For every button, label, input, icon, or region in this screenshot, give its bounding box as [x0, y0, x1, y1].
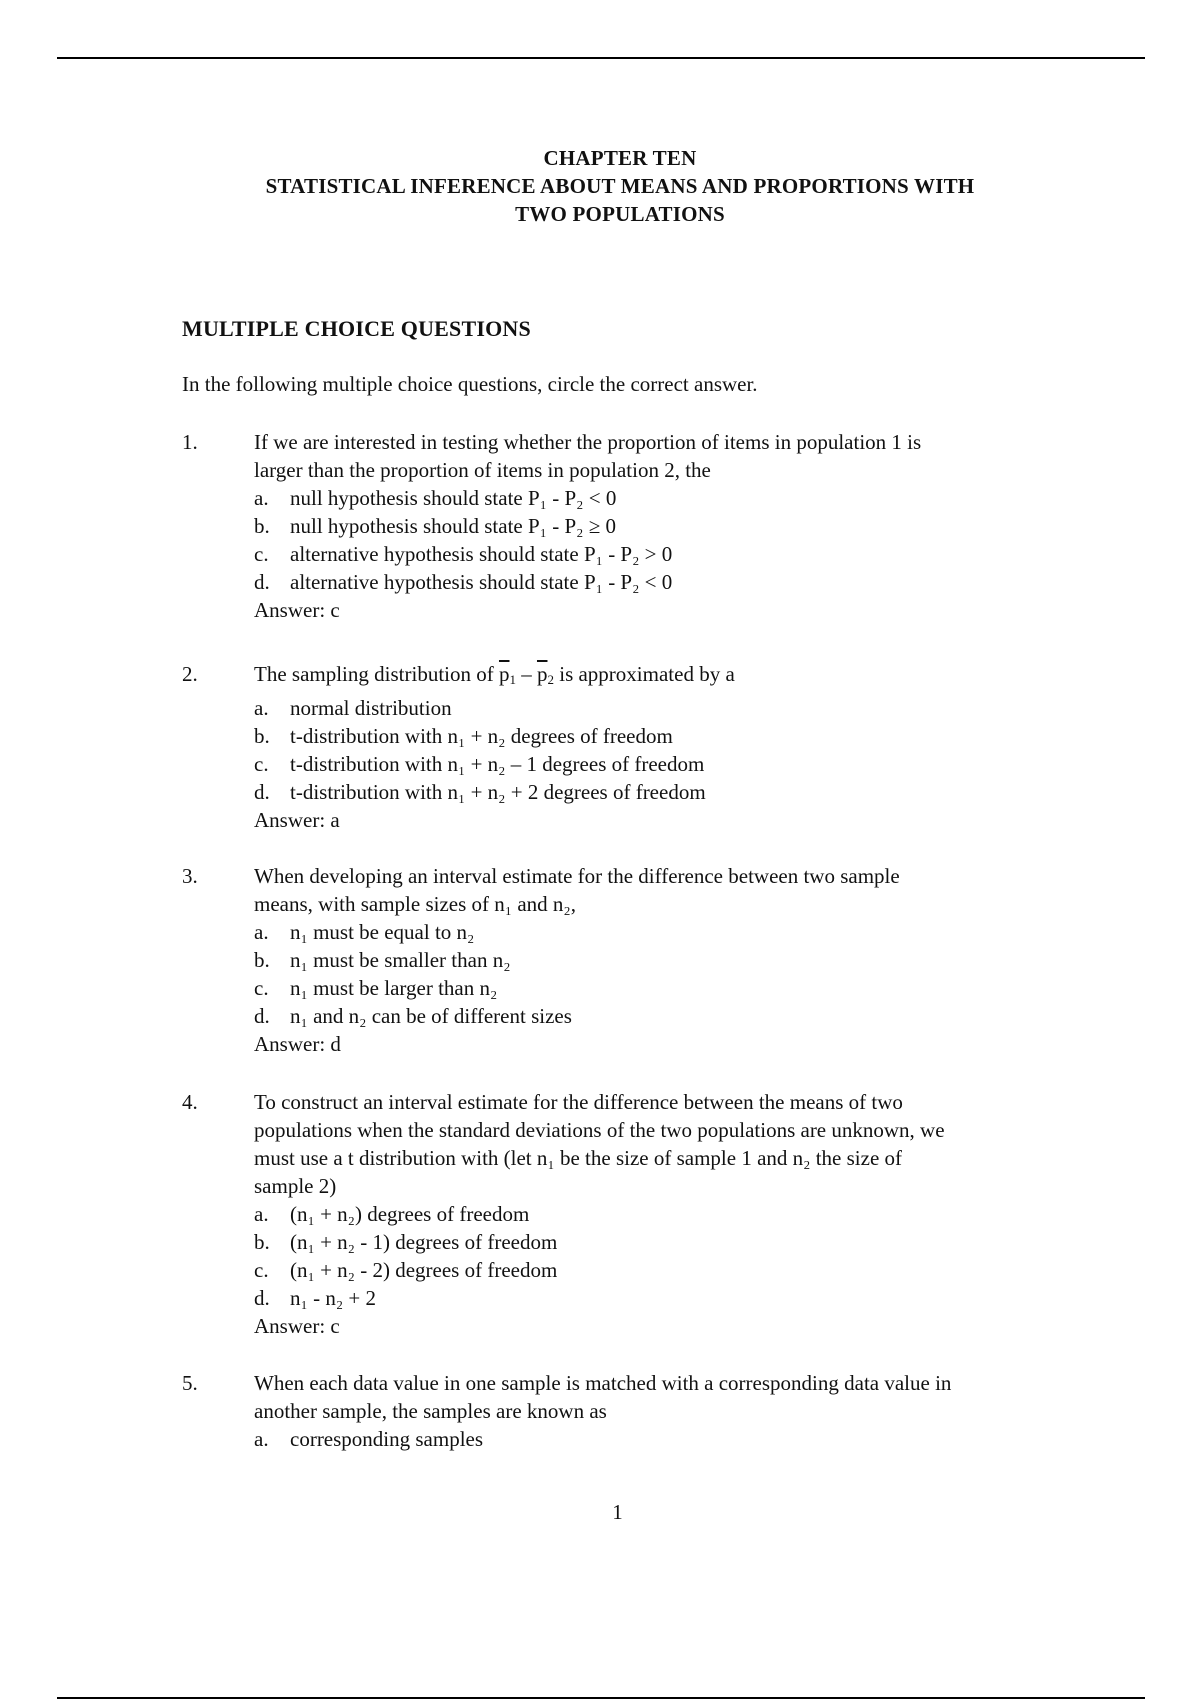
question-number: 4. — [182, 1090, 198, 1114]
option-a: a. corresponding samples — [254, 1427, 484, 1451]
answer: Answer: d — [254, 1032, 341, 1056]
option-c: c. alternative hypothesis should state P₁ - P₂ > 0 — [254, 542, 673, 566]
question-text: means, with sample sizes of n₁ and n₂, — [254, 892, 576, 916]
question-1 — [182, 428, 1062, 624]
answer: Answer: a — [254, 808, 340, 832]
option-c: c. (n₁ + n₂ - 2) degrees of freedom — [254, 1258, 558, 1282]
chapter-title-line2: TWO POPULATIONS — [515, 202, 725, 226]
page-number: 1 — [612, 1500, 623, 1524]
option-c: c. t-distribution with n₁ + n₂ – 1 degrees of freedom — [254, 752, 705, 776]
option-b: b. (n₁ + n₂ - 1) degrees of freedom — [254, 1230, 558, 1254]
question-number: 2. — [182, 662, 198, 686]
option-d: d. t-distribution with n₁ + n₂ + 2 degrees of freedom — [254, 780, 706, 804]
section-title: MULTIPLE CHOICE QUESTIONS — [182, 316, 531, 341]
option-d: d. alternative hypothesis should state P₁ - P₂ < 0 — [254, 570, 673, 594]
option-b: b. null hypothesis should state P₁ - P₂ ≥ 0 — [254, 514, 617, 538]
answer: Answer: c — [254, 1314, 340, 1338]
question-number: 5. — [182, 1371, 198, 1395]
option-a: a. normal distribution — [254, 696, 452, 720]
option-d: d. n₁ and n₂ can be of different sizes — [254, 1004, 572, 1028]
option-b: b. t-distribution with n₁ + n₂ degrees of freedom — [254, 724, 673, 748]
question-text: another sample, the samples are known as — [254, 1399, 607, 1423]
question-number: 1. — [182, 430, 198, 454]
chapter-title-line1: STATISTICAL INFERENCE ABOUT MEANS AND PROPORTIONS WITH — [265, 174, 975, 198]
question-text: larger than the proportion of items in population 2, the — [254, 458, 711, 482]
question-text: must use a t distribution with (let n₁ be the size of sample 1 and n₂ the size of — [254, 1146, 903, 1170]
formula-p1-minus-p2: $\overline{p}_1 - \overline{p}_2$ — [498, 662, 554, 687]
bottom-rule — [57, 1697, 1145, 1699]
option-d: d. n₁ - n₂ + 2 — [254, 1286, 376, 1310]
answer: Answer: c — [254, 598, 340, 622]
top-rule — [57, 57, 1145, 59]
option-b: b. n₁ must be smaller than n₂ — [254, 948, 511, 972]
instructions: In the following multiple choice questions, circle the correct answer. — [182, 372, 758, 396]
question-2 — [182, 660, 1062, 834]
option-a: a. null hypothesis should state P₁ - P₂ < 0 — [254, 486, 617, 510]
question-text: When developing an interval estimate for the difference between two sample — [254, 864, 900, 888]
question-text: populations when the standard deviations of the two populations are unknown, we — [254, 1118, 945, 1142]
question-number: 3. — [182, 864, 198, 888]
question-text: When each data value in one sample is matched with a corresponding data value in — [254, 1371, 952, 1395]
question-3 — [182, 862, 1062, 1058]
question-text: To construct an interval estimate for the difference between the means of two — [254, 1090, 903, 1114]
chapter-label: CHAPTER TEN — [543, 146, 697, 170]
question-5 — [182, 1369, 1062, 1453]
option-a: a. (n₁ + n₂) degrees of freedom — [254, 1202, 530, 1226]
question-text: The sampling distribution of $\overline{p}_1 - \overline{p}_2$ is approximated by a — [254, 662, 735, 687]
question-text: If we are interested in testing whether the proportion of items in population 1 is — [254, 430, 922, 454]
question-4 — [182, 1088, 1062, 1340]
question-text: sample 2) — [254, 1174, 337, 1198]
option-a: a. n₁ must be equal to n₂ — [254, 920, 475, 944]
option-c: c. n₁ must be larger than n₂ — [254, 976, 498, 1000]
